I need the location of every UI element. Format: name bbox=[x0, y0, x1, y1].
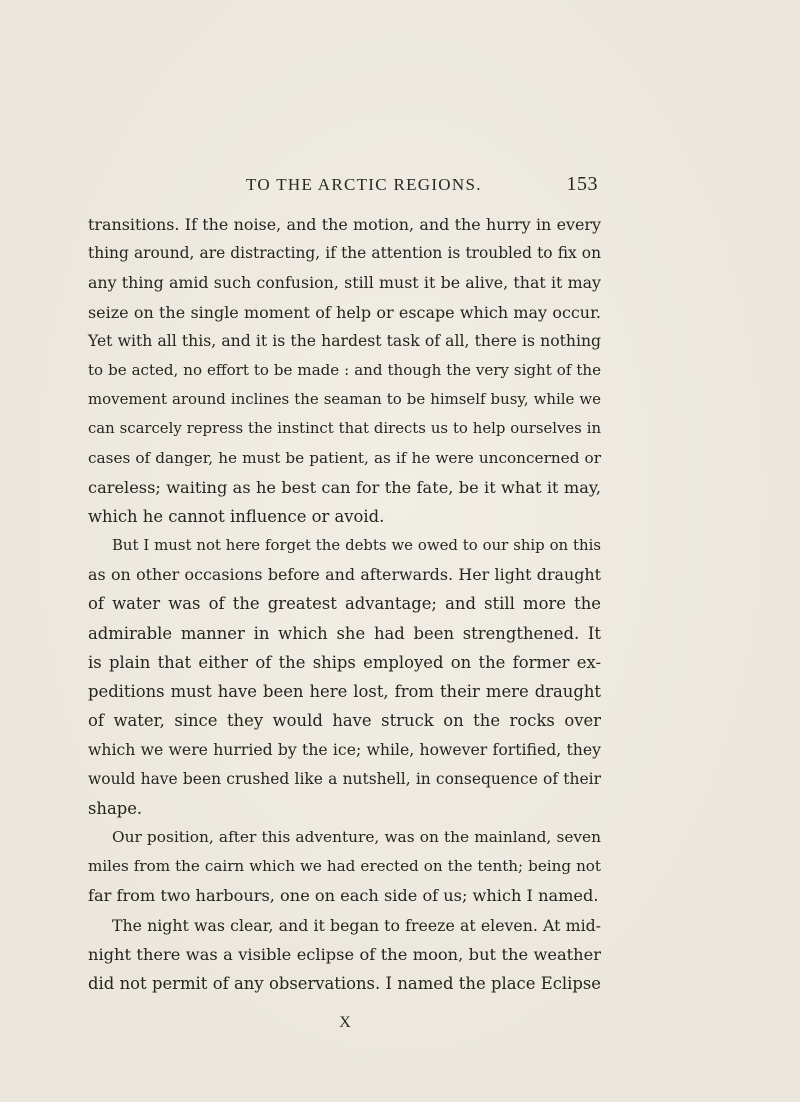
text-line: of water was of the greatest advantage; and still more the bbox=[88, 594, 601, 614]
running-head bbox=[246, 175, 598, 199]
text-line: cases of danger, he must be patient, as if he were unconcerned or bbox=[88, 448, 601, 467]
text-line: miles from the cairn which we had erected on the tenth; being not bbox=[88, 857, 601, 876]
text-line: did not permit of any observations. I named the place Eclipse bbox=[88, 973, 601, 993]
text-line: movement around inclines the seaman to be himself busy, while we bbox=[88, 390, 601, 409]
text-line: far from two harbours, one on each side of us; which I named. bbox=[88, 886, 599, 906]
body-text bbox=[88, 210, 601, 998]
text-line: would have been crushed like a nutshell, in consequence of their bbox=[88, 769, 601, 788]
text-line: which we were hurried by the ice; while, however fortified, they bbox=[88, 740, 601, 760]
text-line: The night was clear, and it began to freeze at eleven. At mid- bbox=[112, 915, 601, 935]
text-line: admirable manner in which she had been strengthened. It bbox=[88, 623, 601, 643]
text-line: which he cannot influence or avoid. bbox=[88, 506, 385, 526]
text-line: is plain that either of the ships employed on the former ex- bbox=[88, 652, 601, 672]
text-line: But I must not here forget the debts we owed to our ship on this bbox=[112, 536, 601, 555]
text-line: of water, since they would have struck on the rocks over bbox=[88, 711, 601, 731]
text-line: Our position, after this adventure, was on the mainland, seven bbox=[112, 827, 601, 846]
text-line: careless; waiting as he best can for the fate, be it what it may, bbox=[88, 477, 601, 497]
page-number: 153 bbox=[566, 173, 598, 195]
running-head-title: TO THE ARCTIC REGIONS. bbox=[246, 175, 482, 194]
text-line: any thing amid such confusion, still must it be alive, that it may bbox=[88, 273, 601, 293]
text-line: to be acted, no effort to be made : and though the very sight of the bbox=[88, 360, 601, 379]
text-line: shape. bbox=[88, 798, 143, 818]
text-line: Yet with all this, and it is the hardest task of all, there is nothing bbox=[88, 331, 601, 350]
text-line: seize on the single moment of help or escape which may occur. bbox=[88, 302, 601, 322]
text-line: night there was a visible eclipse of the moon, but the weather bbox=[88, 944, 601, 964]
text-line: as on other occasions before and afterwards. Her light draught bbox=[88, 565, 601, 585]
text-line: transitions. If the noise, and the motion, and the hurry in every bbox=[88, 215, 601, 234]
text-line: can scarcely repress the instinct that directs us to help ourselves in bbox=[88, 420, 601, 438]
signature-mark: X bbox=[339, 1014, 351, 1031]
text-line: peditions must have been here lost, from their mere draught bbox=[88, 682, 601, 701]
text-line: thing around, are distracting, if the attention is troubled to fix on bbox=[88, 244, 601, 263]
